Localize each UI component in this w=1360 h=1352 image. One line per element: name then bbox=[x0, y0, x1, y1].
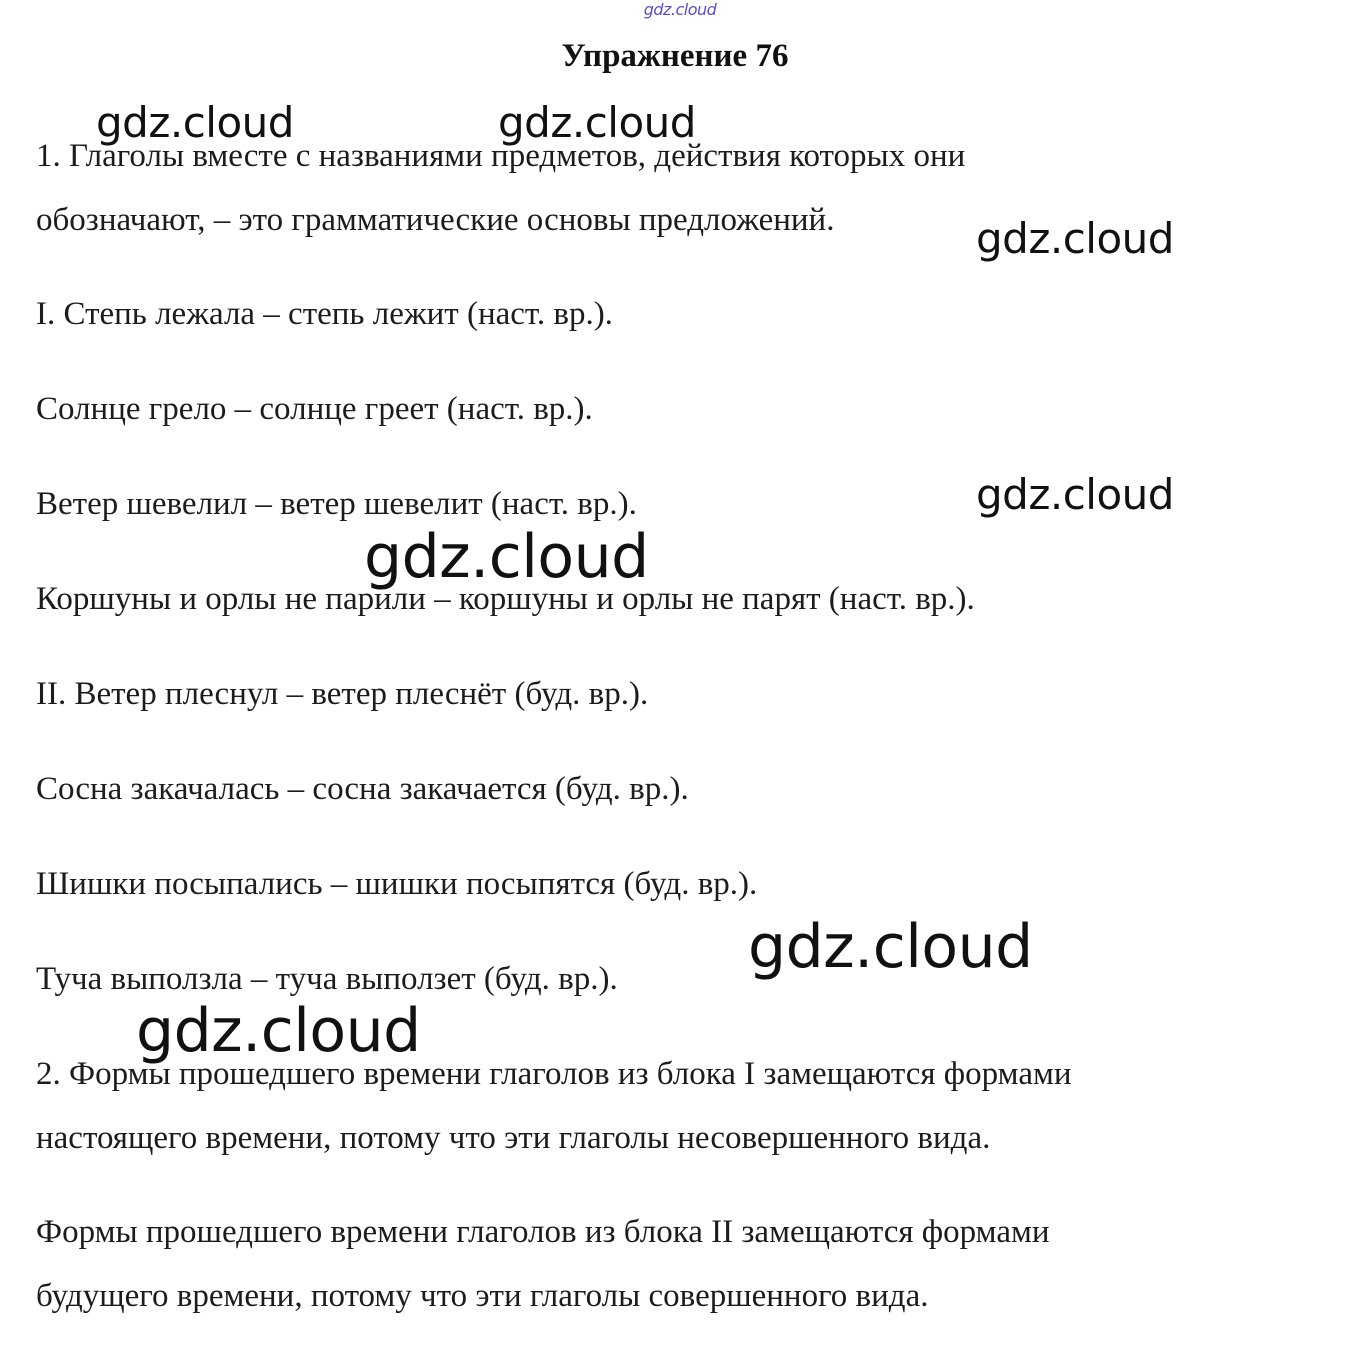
answer-line: 2. Формы прошедшего времени глаголов из блока I замещаются формами bbox=[36, 1056, 1072, 1092]
answer-line: Туча выползла – туча выползет (буд. вр.). bbox=[36, 961, 618, 997]
watermark: gdz.cloud bbox=[976, 470, 1174, 519]
watermark: gdz.cloud bbox=[748, 912, 1033, 982]
answer-line: Ветер шевелил – ветер шевелит (наст. вр.). bbox=[36, 486, 637, 522]
watermark: gdz.cloud bbox=[96, 98, 294, 147]
watermark: gdz.cloud bbox=[364, 522, 649, 592]
answer-line: настоящего времени, потому что эти глаголы несовершенного вида. bbox=[36, 1120, 991, 1156]
answer-line: 1. Глаголы вместе с названиями предметов, действия которых они bbox=[36, 138, 966, 174]
answer-line: I. Степь лежала – степь лежит (наст. вр.). bbox=[36, 296, 613, 332]
site-mark: gdz.cloud bbox=[643, 0, 717, 19]
answer-line: будущего времени, потому что эти глаголы совершенного вида. bbox=[36, 1278, 929, 1314]
answer-line: обозначают, – это грамматические основы предложений. bbox=[36, 202, 835, 238]
watermark: gdz.cloud bbox=[498, 98, 696, 147]
answer-line: Формы прошедшего времени глаголов из блока II замещаются формами bbox=[36, 1214, 1050, 1250]
answer-line: Коршуны и орлы не парили – коршуны и орлы не парят (наст. вр.). bbox=[36, 581, 975, 617]
page-title: Упражнение 76 bbox=[561, 38, 789, 74]
answer-line: Солнце грело – солнце греет (наст. вр.). bbox=[36, 391, 593, 427]
answer-line: Шишки посыпались – шишки посыпятся (буд. вр.). bbox=[36, 866, 758, 902]
answer-line: II. Ветер плеснул – ветер плеснёт (буд. вр.). bbox=[36, 676, 649, 712]
watermark: gdz.cloud bbox=[136, 996, 421, 1066]
watermark: gdz.cloud bbox=[976, 214, 1174, 263]
answer-line: Сосна закачалась – сосна закачается (буд. вр.). bbox=[36, 771, 689, 807]
